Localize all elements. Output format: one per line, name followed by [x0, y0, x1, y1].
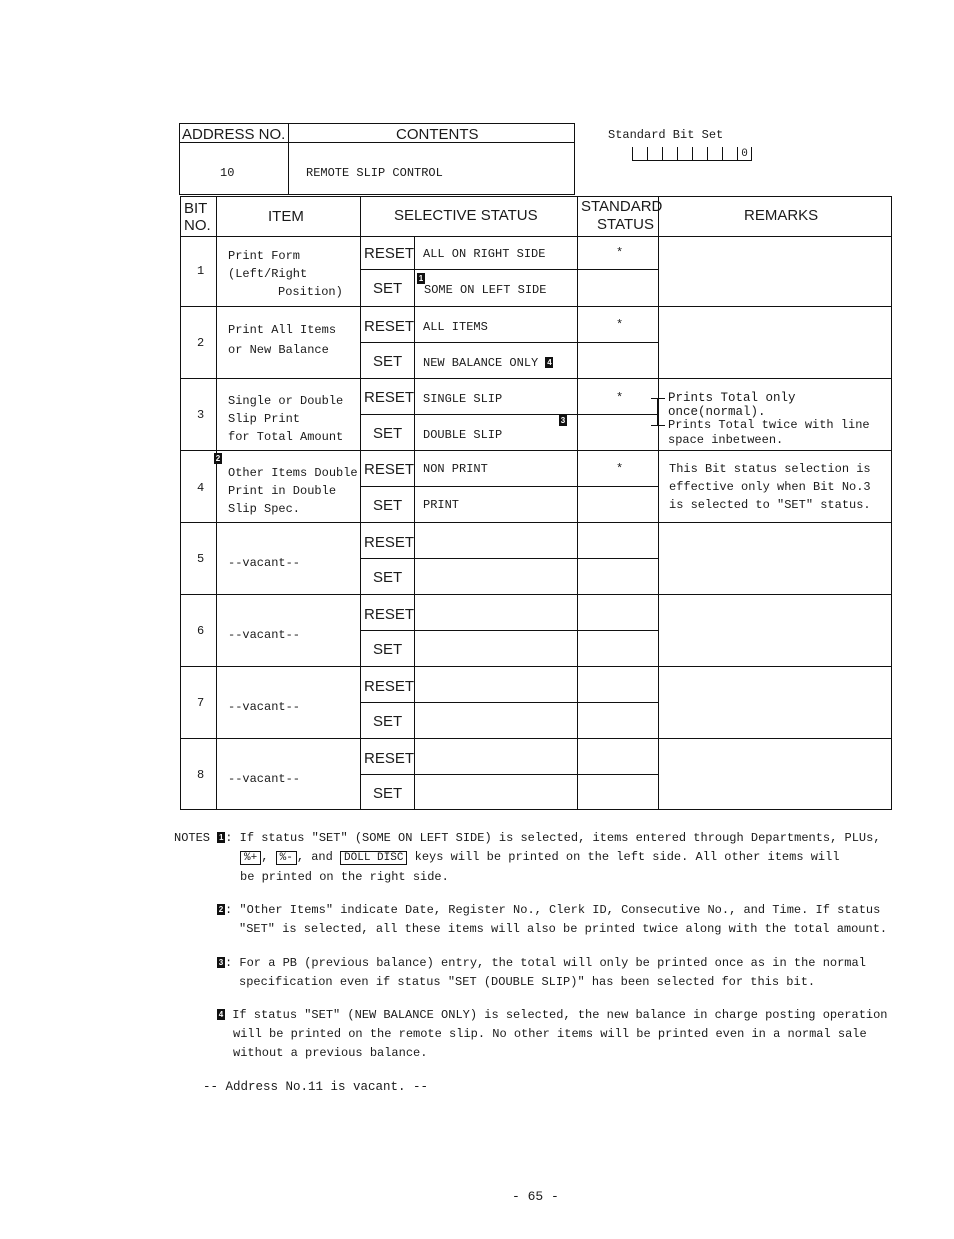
row3-reset-label: RESET [364, 389, 415, 406]
row3-remark-set-line1: Prints Total twice with line [668, 418, 870, 432]
note4-line3: without a previous balance. [233, 1046, 428, 1060]
note3-line2: specification even if status "SET (DOUBLE SLIP)" has been selected for this bit. [239, 975, 816, 989]
standard-bit-set-label: Standard Bit Set [608, 128, 724, 142]
note2-line1: : "Other Items" indicate Date, Register No., Clerk ID, Consecutive No., and Time. If status [225, 903, 881, 917]
row2-item [228, 320, 336, 360]
bit-no-header-line1: BIT [184, 200, 208, 217]
note2-marker: 2 [218, 905, 224, 915]
row2-reset-std: * [616, 318, 624, 332]
row2-item-line2: or New Balance [228, 343, 329, 357]
row7-bit: 7 [197, 696, 205, 710]
row3-item-line3: for Total Amount [228, 430, 344, 444]
row2-reset-status: ALL ITEMS [423, 320, 488, 334]
bit-table [180, 196, 892, 810]
note3-line1: : For a PB (previous balance) entry, the total will only be printed once as in the normal [225, 956, 866, 970]
note1-line3: be printed on the right side. [240, 870, 449, 884]
contents-header: CONTENTS [396, 126, 479, 143]
standard-header-line2: STATUS [597, 216, 654, 233]
row4-item-line1: Other Items Double [228, 466, 358, 480]
note1-and: , and [296, 850, 333, 864]
row4-remark-line1: This Bit status selection is [669, 462, 871, 476]
address-value: 10 [220, 166, 235, 180]
standard-bit-set-boxes [632, 147, 752, 161]
standard-header-line1: STANDARD [581, 198, 663, 215]
page-number: - 65 - [512, 1189, 559, 1204]
contents-value: REMOTE SLIP CONTROL [306, 166, 443, 180]
bit-box-7 [647, 147, 662, 161]
row2-item-line1: Print All Items [228, 323, 337, 337]
row1-item-line1: Print Form [228, 249, 301, 263]
row2-set-status [423, 356, 553, 370]
row1-reset-status: ALL ON RIGHT SIDE [423, 247, 546, 261]
note3-badge: 3 [560, 416, 566, 425]
row5-set-label: SET [373, 569, 403, 586]
row4-reset-label: RESET [364, 461, 415, 478]
note1-line2: keys will be printed on the left side. All other items will [414, 850, 840, 864]
bit-box-8 [632, 147, 647, 161]
row4-reset-status: NON PRINT [423, 462, 488, 476]
row4-item-line3: Slip Spec. [228, 502, 301, 516]
row8-set-label: SET [373, 785, 403, 802]
note2-badge: 2 [215, 454, 221, 463]
row4-reset-std: * [616, 462, 624, 476]
doll-disc-key: DOLL DISC [340, 851, 407, 865]
note-2 [217, 901, 947, 939]
percent-minus-key: %- [276, 851, 297, 865]
row4-remark-line2: effective only when Bit No.3 [669, 480, 871, 494]
row1-set-status: SOME ON LEFT SIDE [424, 283, 547, 297]
row2-reset-label: RESET [364, 318, 415, 335]
bit-box-2 [722, 147, 737, 161]
item-header: ITEM [268, 208, 304, 225]
row3-reset-std: * [616, 391, 624, 405]
percent-plus-key: %+ [240, 851, 261, 865]
note1-badge: 1 [418, 274, 424, 283]
address-11-vacant-note: -- Address No.11 is vacant. -- [203, 1080, 429, 1094]
row2-set-status-text: NEW BALANCE ONLY [423, 356, 539, 370]
row7-item: --vacant-- [228, 700, 301, 714]
row4-bit: 4 [197, 481, 205, 495]
row6-item: --vacant-- [228, 628, 301, 642]
row5-reset-label: RESET [364, 534, 415, 551]
bit-box-1: 0 [737, 147, 752, 161]
notes-prefix: NOTES [174, 831, 211, 845]
note4-marker: 4 [218, 1010, 224, 1020]
row1-item-line2: (Left/Right [228, 267, 308, 281]
row3-remark-set [668, 418, 870, 448]
row3-item [228, 392, 343, 446]
row4-set-label: SET [373, 497, 403, 514]
address-no-header: ADDRESS NO. [182, 126, 286, 143]
row3-bit: 3 [197, 408, 205, 422]
selective-status-header: SELECTIVE STATUS [394, 207, 538, 224]
row3-item-line1: Single or Double [228, 394, 344, 408]
bit-box-5 [677, 147, 692, 161]
row7-set-label: SET [373, 713, 403, 730]
bit-box-3 [707, 147, 722, 161]
row4-remark-line3: is selected to "SET" status. [669, 498, 871, 512]
row3-set-status: DOUBLE SLIP [423, 428, 503, 442]
bit-box-4 [692, 147, 707, 161]
note-3 [217, 954, 947, 992]
row1-reset-std: * [616, 246, 624, 260]
row8-bit: 8 [197, 768, 205, 782]
note2-line2: "SET" is selected, all these items will also be printed twice along with the total amount. [239, 922, 888, 936]
note-4 [217, 1006, 947, 1063]
note3-marker: 3 [218, 958, 224, 968]
note4-badge: 4 [547, 358, 552, 368]
remarks-header: REMARKS [744, 207, 819, 224]
standard-status-header [581, 198, 663, 234]
row4-set-status: PRINT [423, 498, 460, 512]
row1-reset-label: RESET [364, 245, 415, 262]
row3-item-line2: Slip Print [228, 412, 301, 426]
row6-set-label: SET [373, 641, 403, 658]
row8-reset-label: RESET [364, 750, 415, 767]
row8-item: --vacant-- [228, 772, 301, 786]
note-1: NOTES 1 : If status "SET" (SOME ON LEFT SIDE) is selected, items entered through Departments, PLUs, %+ , %- , and DOLL DISC keys will be printed on the left side. All other items will be printed on the right side. [174, 829, 904, 887]
row3-remark-set-line2: space inbetween. [668, 433, 784, 447]
note4-line2: will be printed on the remote slip. No other items will be printed even in a normal sale [233, 1027, 867, 1041]
row4-remark [669, 460, 871, 514]
row4-item-line2: Print in Double [228, 484, 337, 498]
row3-set-label: SET [373, 425, 403, 442]
row5-bit: 5 [197, 552, 205, 566]
note1-line1: : If status "SET" (SOME ON LEFT SIDE) is selected, items entered through Departments, PLUs, [225, 831, 881, 845]
bit-box-6 [662, 147, 677, 161]
row6-bit: 6 [197, 624, 205, 638]
row1-item-line3: Position) [278, 285, 343, 299]
row3-remark-reset: Prints Total only once(normal). [668, 391, 796, 419]
row7-reset-label: RESET [364, 678, 415, 695]
row1-bit: 1 [197, 264, 205, 278]
row4-item [228, 464, 358, 518]
note4-line1: If status "SET" (NEW BALANCE ONLY) is selected, the new balance in charge posting operation [232, 1008, 888, 1022]
row6-reset-label: RESET [364, 606, 415, 623]
row3-reset-status: SINGLE SLIP [423, 392, 503, 406]
row2-set-label: SET [373, 353, 403, 370]
address-table [179, 123, 575, 195]
note1-marker: 1 [218, 833, 224, 843]
bit-no-header-line2: NO. [184, 217, 211, 234]
row5-item: --vacant-- [228, 556, 301, 570]
bit-no-header [184, 200, 211, 234]
row1-set-label: SET [373, 280, 403, 297]
row1-item [228, 247, 343, 301]
row2-bit: 2 [197, 336, 205, 350]
